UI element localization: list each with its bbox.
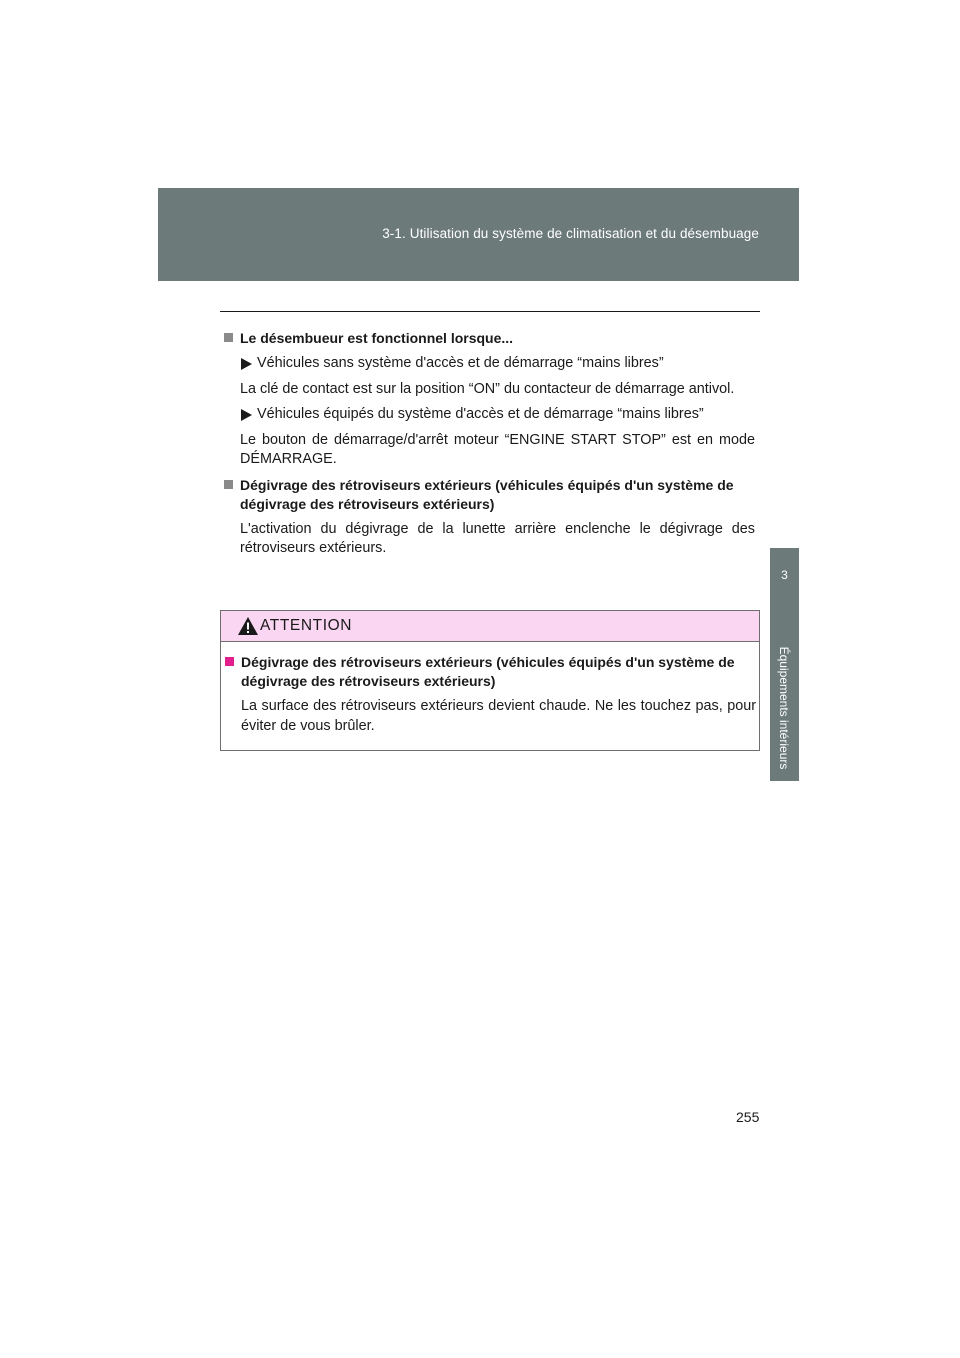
warning-heading-text: Dégivrage des rétroviseurs extérieurs (véhicules équipés d'un système de dégivrage des rétroviseurs extérieurs) xyxy=(241,654,735,689)
warning-label: ATTENTION xyxy=(260,617,353,634)
condition-bullet-text: Véhicules sans système d'accès et de démarrage “mains libres” xyxy=(257,355,664,371)
warning-box xyxy=(220,610,760,751)
section-heading xyxy=(222,476,755,514)
chapter-label: Équipements intérieurs xyxy=(777,646,791,770)
page-number: 255 xyxy=(736,1109,760,1125)
section-header-band xyxy=(158,188,799,281)
condition-bullet xyxy=(222,405,755,425)
warning-body xyxy=(223,653,756,742)
section-heading-text: Dégivrage des rétroviseurs extérieurs (véhicules équipés d'un système de dégivrage des rétroviseurs extérieurs) xyxy=(240,476,734,512)
paragraph: La clé de contact est sur la position “ON” du contacteur de démarrage antivol. xyxy=(240,380,735,397)
section-heading-text: Le désembueur est fonctionnel lorsque... xyxy=(240,330,514,346)
square-bullet-icon xyxy=(225,657,234,666)
warning-header xyxy=(221,611,759,642)
warning-heading xyxy=(223,653,756,691)
condition-bullet-text: Véhicules équipés du système d'accès et de démarrage “mains libres” xyxy=(257,406,704,422)
section-heading xyxy=(222,329,755,348)
warning-text: La surface des rétroviseurs extérieurs devient chaude. Ne les touchez pas, pour éviter de vous brûler. xyxy=(241,698,756,734)
chapter-number: 3 xyxy=(781,568,788,582)
section-title: 3-1. Utilisation du système de climatisation et du désembuage xyxy=(382,226,759,241)
triangle-arrow-icon xyxy=(241,358,252,370)
paragraph: Le bouton de démarrage/d'arrêt moteur “ENGINE START STOP” est en mode DÉMARRAGE. xyxy=(240,431,755,467)
condition-bullet xyxy=(222,354,755,374)
main-content xyxy=(222,329,755,565)
square-bullet-icon xyxy=(224,333,233,342)
square-bullet-icon xyxy=(224,480,233,489)
paragraph: L'activation du dégivrage de la lunette arrière enclenche le dégivrage des rétroviseurs extérieurs. xyxy=(240,520,755,556)
triangle-arrow-icon xyxy=(241,409,252,421)
top-divider xyxy=(220,311,760,312)
warning-triangle-icon xyxy=(237,616,259,636)
